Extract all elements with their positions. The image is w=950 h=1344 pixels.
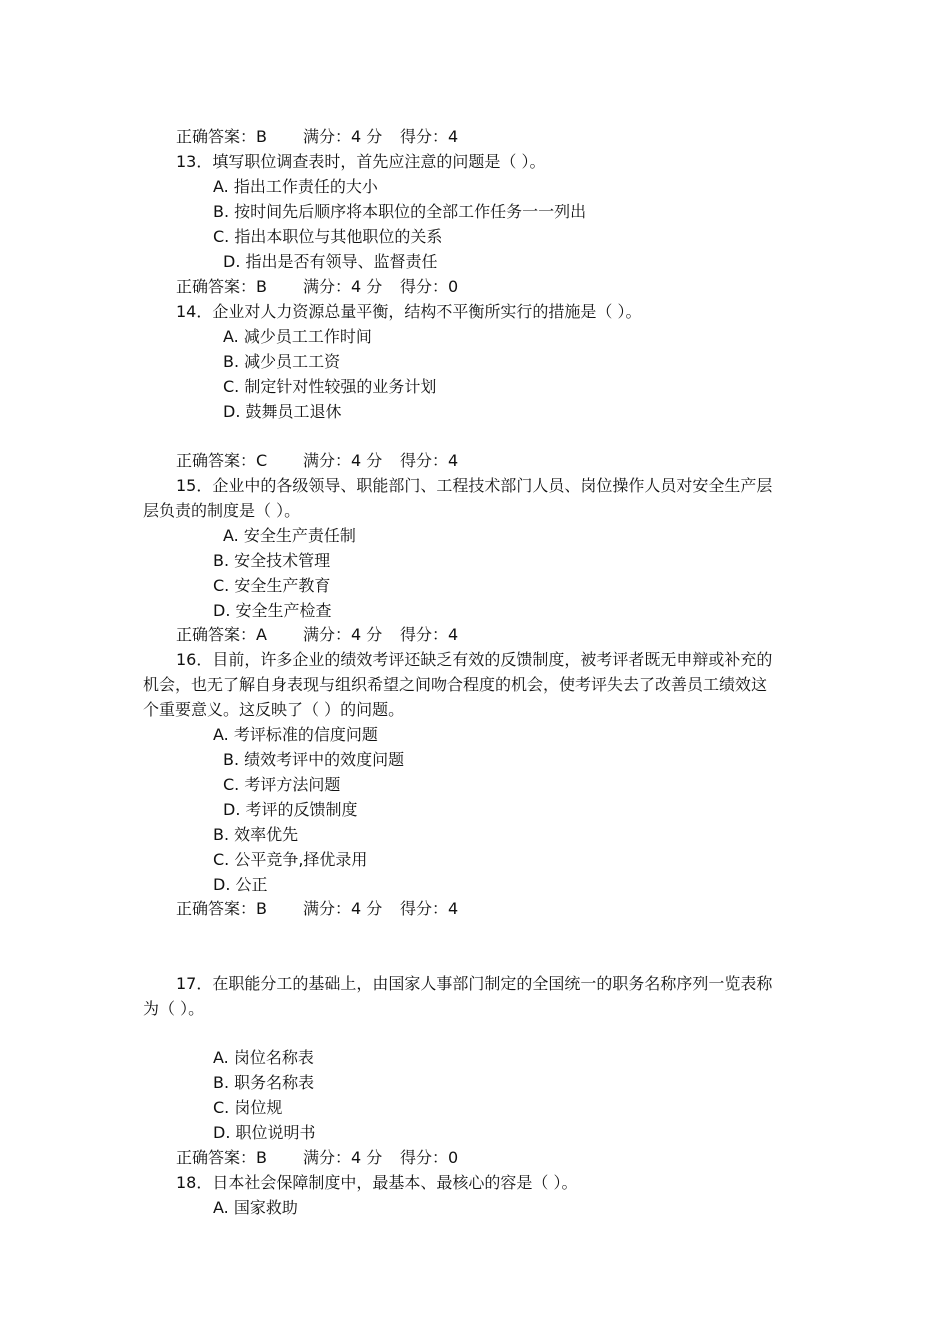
answer-line xyxy=(176,625,458,645)
option-item: B. 绩效考评中的效度问题 xyxy=(223,750,405,769)
obtained-score: 得分：0 xyxy=(400,1148,459,1167)
correct-answer: 正确答案：B xyxy=(176,899,267,918)
correct-answer: 正确答案：B xyxy=(176,127,267,146)
answer-line xyxy=(176,899,458,919)
correct-answer: 正确答案：B xyxy=(176,277,267,296)
question-text-continued: 机会，也无了解自身表现与组织希望之间吻合程度的机会，使考评失去了改善员工绩效这 xyxy=(143,675,768,694)
option-item: D. 公正 xyxy=(213,875,268,894)
option-item: C. 指出本职位与其他职位的关系 xyxy=(213,227,443,246)
option-item: C. 安全生产教育 xyxy=(213,576,331,595)
option-item: D. 考评的反馈制度 xyxy=(223,800,358,819)
obtained-score: 得分：4 xyxy=(400,899,459,918)
option-item: C. 制定针对性较强的业务计划 xyxy=(223,377,437,396)
option-item: B. 安全技术管理 xyxy=(213,551,331,570)
answer-line xyxy=(176,127,458,147)
option-item: D. 安全生产检查 xyxy=(213,601,332,620)
obtained-score: 得分：4 xyxy=(400,127,459,146)
option-item: A. 减少员工工作时间 xyxy=(223,327,372,346)
option-item: B. 按时间先后顺序将本职位的全部工作任务一一列出 xyxy=(213,202,587,221)
question-text-continued: 个重要意义。这反映了（ ）的问题。 xyxy=(143,700,405,719)
question-text: 17．在职能分工的基础上，由国家人事部门制定的全国统一的职务名称序列一览表称 xyxy=(176,974,773,993)
question-text: 18．日本社会保障制度中，最基本、最核心的容是（ ）。 xyxy=(176,1173,578,1192)
question-text: 13．填写职位调查表时，首先应注意的问题是（ ）。 xyxy=(176,152,546,171)
option-item: D. 鼓舞员工退休 xyxy=(223,402,342,421)
option-item: C. 公平竞争,择优录用 xyxy=(213,850,368,869)
question-text-continued: 层负责的制度是（ ）。 xyxy=(143,501,301,520)
option-item: B. 效率优先 xyxy=(213,825,299,844)
answer-line xyxy=(176,451,458,471)
question-text: 14．企业对人力资源总量平衡，结构不平衡所实行的措施是（ ）。 xyxy=(176,302,642,321)
full-score: 满分：4 分 xyxy=(303,1148,383,1167)
correct-answer: 正确答案：C xyxy=(176,451,268,470)
option-item: A. 指出工作责任的大小 xyxy=(213,177,378,196)
full-score: 满分：4 分 xyxy=(303,451,383,470)
full-score: 满分：4 分 xyxy=(303,127,383,146)
option-item: D. 职位说明书 xyxy=(213,1123,316,1142)
question-text: 16．目前，许多企业的绩效考评还缺乏有效的反馈制度，被考评者既无申辩或补充的 xyxy=(176,650,773,669)
correct-answer: 正确答案：B xyxy=(176,1148,267,1167)
obtained-score: 得分：4 xyxy=(400,451,459,470)
option-item: A. 岗位名称表 xyxy=(213,1048,314,1067)
option-item: C. 岗位规 xyxy=(213,1098,283,1117)
question-text-continued: 为（ ）。 xyxy=(143,999,205,1018)
option-item: D. 指出是否有领导、监督责任 xyxy=(223,252,438,271)
option-item: A. 国家救助 xyxy=(213,1198,298,1217)
option-item: B. 减少员工工资 xyxy=(223,352,341,371)
question-text: 15．企业中的各级领导、职能部门、工程技术部门人员、岗位操作人员对安全生产层 xyxy=(176,476,773,495)
option-item: B. 职务名称表 xyxy=(213,1073,315,1092)
option-item: A. 安全生产责任制 xyxy=(223,526,356,545)
full-score: 满分：4 分 xyxy=(303,625,383,644)
full-score: 满分：4 分 xyxy=(303,899,383,918)
full-score: 满分：4 分 xyxy=(303,277,383,296)
answer-line xyxy=(176,277,458,297)
obtained-score: 得分：4 xyxy=(400,625,459,644)
option-item: C. 考评方法问题 xyxy=(223,775,341,794)
obtained-score: 得分：0 xyxy=(400,277,459,296)
option-item: A. 考评标准的信度问题 xyxy=(213,725,378,744)
correct-answer: 正确答案：A xyxy=(176,625,267,644)
answer-line xyxy=(176,1148,458,1168)
